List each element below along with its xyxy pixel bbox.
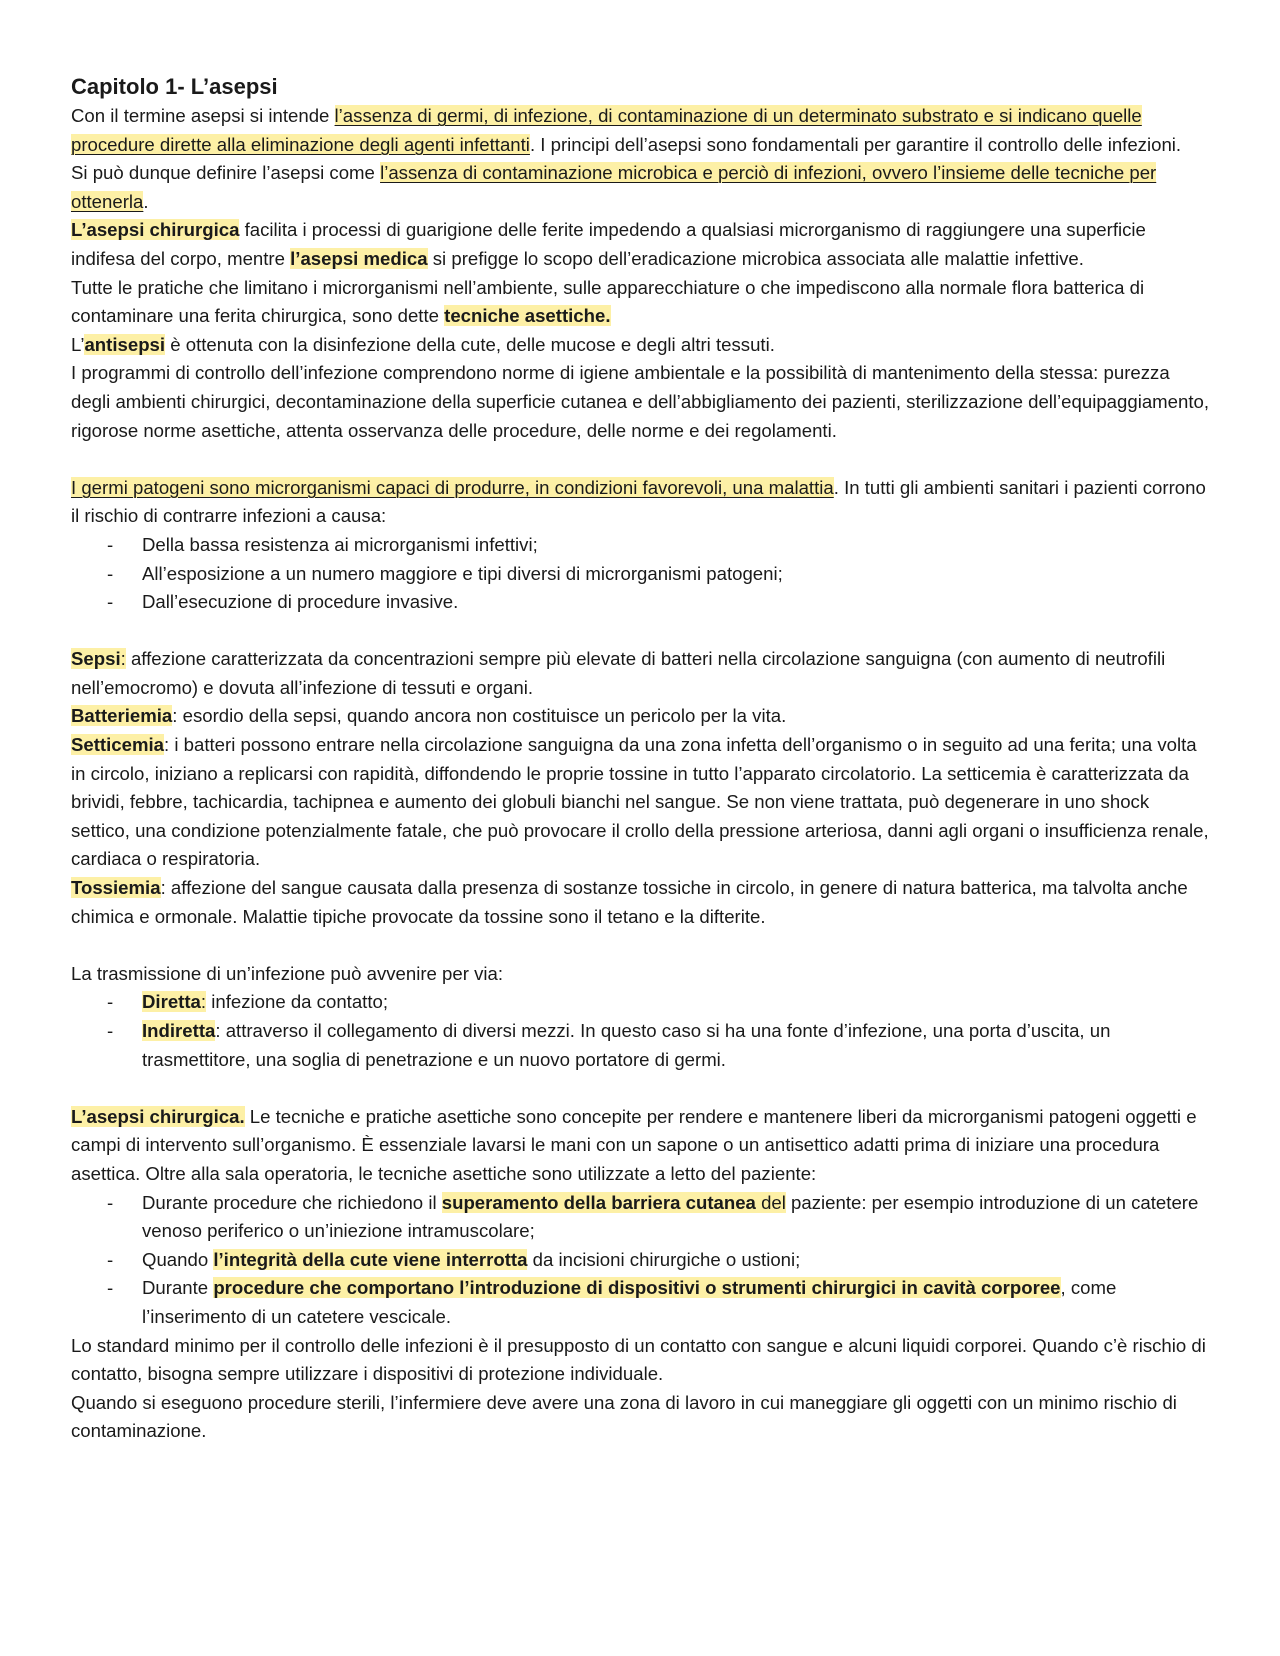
list-item: - Durante procedure che comportano l’introduzione di dispositivi o strumenti chirurgici in cavità corporee, come l’inserimento di un catetere vescicale. [107, 1277, 1117, 1327]
document-page [71, 72, 1211, 1446]
term-diretta: Diretta: [142, 991, 207, 1013]
highlight-dispositivi: procedure che comportano l’introduzione di dispositivi o strumenti chirurgici in cavità corporee [213, 1277, 1061, 1299]
paragraph-definition: Con il termine asepsi si intende l’assenza di germi, di infezione, di contaminazione di un determinato substrato e si indicano quelle procedure dirette alla eliminazione degli agenti infettanti. I principi dell’asepsi sono fondamentali per garantire il controllo delle infezioni. [71, 105, 1182, 155]
definition-batteriemia: Batteriemia: esordio della sepsi, quando ancora non costituisce un pericolo per la vita. [71, 705, 787, 727]
highlight-germi: I germi patogeni sono microrganismi capaci di produrre, in condizioni favorevoli, una malattia [71, 476, 834, 498]
transmission-list [71, 988, 1211, 1074]
risk-list [71, 531, 1211, 617]
term-sepsi: Sepsi: [71, 648, 126, 670]
paragraph-asepsi: Si può dunque definire l’asepsi come l’assenza di contaminazione microbica e perciò di infezioni, ovvero l’insieme delle tecniche per ottenerla. [71, 162, 1157, 212]
paragraph-germi: I germi patogeni sono microrganismi capaci di produrre, in condizioni favorevoli, una malattia. In tutti gli ambienti sanitari i pazienti corrono il rischio di contrarre infezioni a causa: [71, 476, 1206, 527]
list-item: - Diretta: infezione da contatto; [107, 991, 389, 1013]
highlight-asepsi: l’assenza di contaminazione microbica e perciò di infezioni, ovvero l’insieme delle tecniche per ottenerla [71, 162, 1157, 212]
term-asepsi-chirurgica: L’asepsi chirurgica [71, 219, 240, 241]
paragraph-antisepsi: L’antisepsi è ottenuta con la disinfezione della cute, delle mucose e degli altri tessuti. [71, 333, 775, 355]
term-batteriemia: Batteriemia [71, 705, 173, 727]
term-antisepsi: antisepsi [84, 333, 166, 355]
list-item: - All’esposizione a un numero maggiore e tipi diversi di microrganismi patogeni; [107, 562, 783, 584]
procedures-list [71, 1189, 1211, 1332]
list-item: - Indiretta: attraverso il collegamento di diversi mezzi. In questo caso si ha una fonte d’infezione, una porta d’uscita, un trasmettitore, una soglia di penetrazione e un nuovo portatore di germi. [107, 1020, 1111, 1070]
highlight-barriera: superamento della barriera cutanea del [441, 1191, 786, 1213]
list-item: - Dall’esecuzione di procedure invasive. [107, 591, 459, 613]
term-tossiemia: Tossiemia [71, 877, 161, 899]
highlight-integrita: l’integrità della cute viene interrotta [213, 1248, 528, 1270]
paragraph-tecniche: Tutte le pratiche che limitano i microrganismi nell’ambiente, sulle apparecchiature o che impediscono alla normale flora batterica di contaminare una ferita chirurgica, sono dette tecniche asettiche. [71, 276, 1145, 327]
paragraph-standard: Lo standard minimo per il controllo delle infezioni è il presupposto di un contatto con sangue e alcuni liquidi corporei. Quando c’è rischio di contatto, bisogna sempre utilizzare i dispositivi di protezione individuale. [71, 1334, 1206, 1385]
term-indiretta: Indiretta [142, 1020, 216, 1041]
list-item: - Della bassa resistenza ai microrganismi infettivi; [107, 533, 538, 555]
highlight-definition: l’assenza di germi, di infezione, di contaminazione di un determinato substrato e si indicano quelle procedure dirette alla eliminazione degli agenti infettanti [71, 105, 1142, 155]
paragraph-programmi: I programmi di controllo dell’infezione comprendono norme di igiene ambientale e la possibilità di mantenimento della stessa: purezza degli ambienti chirurgici, decontaminazione della superficie cutanea e dell’abbigliamento dei pazienti, sterilizzazione dell’equipaggiamento, rigorose norme asettiche, attenta osservanza delle procedure, delle norme e dei regolamenti. [71, 362, 1210, 441]
definition-tossiemia: Tossiemia: affezione del sangue causata dalla presenza di sostanze tossiche in circolo, in genere di natura batterica, ma talvolta anche chimica e ormonale. Malattie tipiche provocate da tossine sono il tetano e la difterite. [71, 877, 1188, 927]
definition-sepsi: Sepsi: affezione caratterizzata da concentrazioni sempre più elevate di batteri nella circolazione sanguigna (con aumento di neutrofili nell’emocromo) e dovuta all’infezione di tessuti e organi. [71, 648, 1166, 698]
list-item: - Durante procedure che richiedono il superamento della barriera cutanea del paziente: per esempio introduzione di un catetere venoso periferico o un’iniezione intramuscolare; [107, 1191, 1199, 1242]
term-asepsi-medica: l’asepsi medica [290, 247, 428, 269]
list-item: - Quando l’integrità della cute viene interrotta da incisioni chirurgiche o ustioni; [107, 1248, 801, 1270]
paragraph-asepsi-chirurgica: L’asepsi chirurgica. Le tecniche e pratiche asettiche sono concepite per rendere e mantenere liberi da microrganismi patogeni oggetti e campi di intervento sull’organismo. È essenziale lavarsi le mani con un sapone o un antisettico adatti prima di iniziare una procedura asettica. Oltre alla sala operatoria, le tecniche asettiche sono utilizzate a letto del paziente: [71, 1105, 1197, 1184]
paragraph-trasmissione: La trasmissione di un’infezione può avvenire per via: [71, 962, 504, 984]
chapter-title: Capitolo 1- L’asepsi [71, 74, 278, 99]
paragraph-asepsi-types: L’asepsi chirurgica facilita i processi di guarigione delle ferite impedendo a qualsiasi microrganismo di raggiungere una superficie indifesa del corpo, mentre l’asepsi medica si prefigge lo scopo dell’eradicazione microbica associata alle malattie infettive. [71, 219, 1146, 269]
paragraph-procedure-sterili: Quando si eseguono procedure sterili, l’infermiere deve avere una zona di lavoro in cui maneggiare gli oggetti con un minimo rischio di contaminazione. [71, 1391, 1177, 1442]
definition-setticemia: Setticemia: i batteri possono entrare nella circolazione sanguigna da una zona infetta dell’organismo o in seguito ad una ferita; una volta in circolo, iniziano a replicarsi con rapidità, diffondendo le proprie tossine in tutto l’apparato circolatorio. La setticemia è caratterizzata da brividi, febbre, tachicardia, tachipnea e aumento dei globuli bianchi nel sangue. Se non viene trattata, può degenerare in uno shock settico, una condizione potenzialmente fatale, che può provocare il crollo della pressione arteriosa, danni agli organi o insufficienza renale, cardiaca o respiratoria. [71, 734, 1209, 870]
term-setticemia: Setticemia [71, 734, 165, 756]
term-tecniche-asettiche: tecniche asettiche. [444, 305, 611, 327]
term-asepsi-chirurgica-heading: L’asepsi chirurgica. [71, 1105, 245, 1127]
